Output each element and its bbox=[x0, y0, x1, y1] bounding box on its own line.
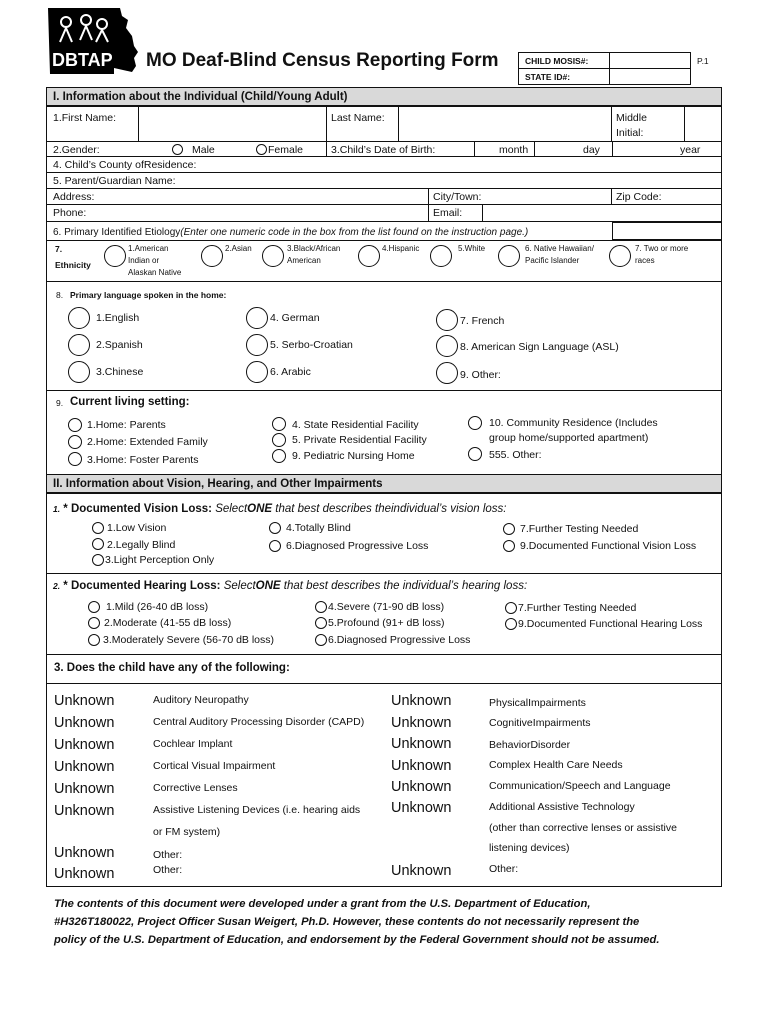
ethnicity-radio-5[interactable] bbox=[430, 245, 452, 267]
etiology-label: 6. Primary Identified Etiology(Enter one numeric code in the box from the list found on the instruction page.) bbox=[53, 227, 529, 238]
ethnicity-radio-1[interactable] bbox=[104, 245, 126, 267]
condition-value[interactable]: Unknown bbox=[54, 845, 115, 861]
condition-value[interactable]: Unknown bbox=[391, 736, 452, 752]
last-name-label: Last Name: bbox=[331, 112, 385, 124]
ethnicity-radio-4[interactable] bbox=[358, 245, 380, 267]
vision-radio-9[interactable] bbox=[503, 540, 515, 552]
state-id-label-cell: STATE ID#: bbox=[518, 68, 610, 85]
middle-initial-input[interactable] bbox=[686, 107, 720, 140]
condition-label: BehaviorDisorder bbox=[489, 739, 571, 751]
living-radio-4[interactable] bbox=[272, 417, 286, 431]
gender-male-label: Male bbox=[192, 144, 215, 156]
condition-label: Assistive Listening Devices (i.e. hearing aids bbox=[153, 804, 361, 816]
condition-label: Complex Health Care Needs bbox=[489, 759, 623, 771]
living-radio-3[interactable] bbox=[68, 452, 82, 466]
condition-value[interactable]: Unknown bbox=[54, 759, 115, 775]
dob-month[interactable]: month bbox=[499, 144, 529, 156]
condition-label: Other: bbox=[153, 864, 183, 876]
ethnicity-label: Ethnicity bbox=[55, 260, 91, 270]
initial-label: Initial: bbox=[616, 127, 644, 139]
condition-value[interactable]: Unknown bbox=[54, 803, 115, 819]
condition-label: Cortical Visual Impairment bbox=[153, 760, 276, 772]
condition-value[interactable]: Unknown bbox=[391, 693, 452, 709]
hearing-radio-2[interactable] bbox=[88, 617, 100, 629]
condition-label: Other: bbox=[153, 849, 183, 861]
language-radio-6[interactable] bbox=[246, 361, 268, 383]
vision-radio-7[interactable] bbox=[503, 523, 515, 535]
condition-value[interactable]: Unknown bbox=[391, 800, 452, 816]
city-label: City/Town: bbox=[433, 191, 482, 203]
vision-radio-4[interactable] bbox=[269, 522, 281, 534]
condition-value[interactable]: Unknown bbox=[54, 715, 115, 731]
ethnicity-radio-6[interactable] bbox=[498, 245, 520, 267]
vision-title: 1. * Documented Vision Loss: SelectONE that best describes theindividual’s vision loss: bbox=[53, 503, 507, 515]
zip-label: Zip Code: bbox=[616, 191, 662, 203]
condition-label: or FM system) bbox=[153, 826, 221, 838]
living-title: Current living setting: bbox=[70, 396, 190, 408]
county-label: 4. Child’s County ofResidence: bbox=[53, 159, 197, 171]
condition-label: Auditory Neuropathy bbox=[153, 694, 249, 706]
condition-value[interactable]: Unknown bbox=[391, 758, 452, 774]
ethnicity-radio-2[interactable] bbox=[201, 245, 223, 267]
hearing-radio-3[interactable] bbox=[88, 634, 100, 646]
condition-label: CognitiveImpairments bbox=[489, 717, 591, 729]
condition-label: Corrective Lenses bbox=[153, 782, 238, 794]
living-radio-1[interactable] bbox=[68, 418, 82, 432]
logo-text: DBTAP bbox=[52, 50, 113, 70]
hearing-title: 2. * Documented Hearing Loss: SelectONE that best describes the individual’s hearing loss: bbox=[53, 580, 528, 592]
condition-label: listening devices) bbox=[489, 842, 570, 854]
language-radio-1[interactable] bbox=[68, 307, 90, 329]
page-title: MO Deaf-Blind Census Reporting Form bbox=[146, 50, 499, 71]
conditions-title: 3. Does the child have any of the following: bbox=[54, 662, 290, 674]
section2-header: II. Information about Vision, Hearing, and Other Impairments bbox=[46, 474, 722, 493]
condition-label: Central Auditory Processing Disorder (CAPD) bbox=[153, 716, 365, 728]
language-title: Primary language spoken in the home: bbox=[70, 290, 227, 300]
gender-female-radio[interactable] bbox=[256, 144, 267, 155]
condition-label: PhysicalImpairments bbox=[489, 697, 586, 709]
dob-label: 3.Child’s Date of Birth: bbox=[331, 144, 436, 156]
living-radio-555[interactable] bbox=[468, 447, 482, 461]
email-label: Email: bbox=[433, 207, 463, 219]
language-radio-4[interactable] bbox=[246, 307, 268, 329]
address-label: Address: bbox=[53, 191, 95, 203]
hearing-radio-5[interactable] bbox=[315, 617, 327, 629]
living-radio-10[interactable] bbox=[468, 416, 482, 430]
condition-value[interactable]: Unknown bbox=[391, 779, 452, 795]
ethnicity-radio-7[interactable] bbox=[609, 245, 631, 267]
vision-radio-1[interactable] bbox=[92, 522, 104, 534]
dob-day[interactable]: day bbox=[583, 144, 600, 156]
language-radio-2[interactable] bbox=[68, 334, 90, 356]
condition-value[interactable]: Unknown bbox=[54, 737, 115, 753]
condition-label: Communication/Speech and Language bbox=[489, 780, 671, 792]
page-number: P.1 bbox=[697, 56, 709, 66]
gender-male-radio[interactable] bbox=[172, 144, 183, 155]
language-radio-9[interactable] bbox=[436, 362, 458, 384]
vision-radio-3[interactable] bbox=[92, 554, 104, 566]
footer-disclaimer: The contents of this document were developed under a grant from the U.S. Department of Education, #H326T180022, Project Officer Susan Weigert, Ph.D. However, these contents do not necessarily represent the policy of the U.S. Department of Education, and endorsement by the Federal Government should not be assumed. bbox=[54, 898, 660, 946]
hearing-radio-1[interactable] bbox=[88, 601, 100, 613]
language-radio-7[interactable] bbox=[436, 309, 458, 331]
hearing-radio-6[interactable] bbox=[315, 634, 327, 646]
hearing-radio-7[interactable] bbox=[505, 602, 517, 614]
last-name-input[interactable] bbox=[400, 107, 610, 140]
first-name-input[interactable] bbox=[140, 107, 326, 140]
ethnicity-radio-3[interactable] bbox=[262, 245, 284, 267]
condition-value[interactable]: Unknown bbox=[54, 781, 115, 797]
dob-year[interactable]: year bbox=[680, 144, 701, 156]
parent-label: 5. Parent/Guardian Name: bbox=[53, 175, 176, 187]
living-radio-5[interactable] bbox=[272, 433, 286, 447]
hearing-radio-9[interactable] bbox=[505, 618, 517, 630]
language-radio-5[interactable] bbox=[246, 334, 268, 356]
vision-radio-2[interactable] bbox=[92, 538, 104, 550]
vision-radio-6[interactable] bbox=[269, 540, 281, 552]
state-id-input[interactable] bbox=[609, 68, 691, 85]
gender-female-label: Female bbox=[268, 144, 304, 156]
section1-header: I. Information about the Individual (Child/Young Adult) bbox=[46, 87, 722, 106]
language-radio-8[interactable] bbox=[436, 335, 458, 357]
gender-label: 2.Gender: bbox=[53, 144, 100, 156]
condition-value[interactable]: Unknown bbox=[54, 866, 115, 882]
hearing-radio-4[interactable] bbox=[315, 601, 327, 613]
condition-value[interactable]: Unknown bbox=[391, 863, 452, 879]
condition-label: Additional Assistive Technology bbox=[489, 801, 635, 813]
mosis-label-cell: CHILD MOSIS#: bbox=[518, 52, 610, 69]
living-radio-9[interactable] bbox=[272, 449, 286, 463]
condition-label: (other than corrective lenses or assistive bbox=[489, 822, 677, 834]
condition-label: Other: bbox=[489, 863, 519, 875]
mosis-input[interactable] bbox=[609, 52, 691, 69]
language-radio-3[interactable] bbox=[68, 361, 90, 383]
living-radio-2[interactable] bbox=[68, 435, 82, 449]
condition-value[interactable]: Unknown bbox=[391, 715, 452, 731]
phone-label: Phone: bbox=[53, 207, 87, 219]
condition-label: Cochlear Implant bbox=[153, 738, 233, 750]
first-name-label: 1.First Name: bbox=[53, 112, 117, 124]
middle-label: Middle bbox=[616, 112, 647, 124]
condition-value[interactable]: Unknown bbox=[54, 693, 115, 709]
etiology-code-input[interactable] bbox=[612, 222, 722, 240]
